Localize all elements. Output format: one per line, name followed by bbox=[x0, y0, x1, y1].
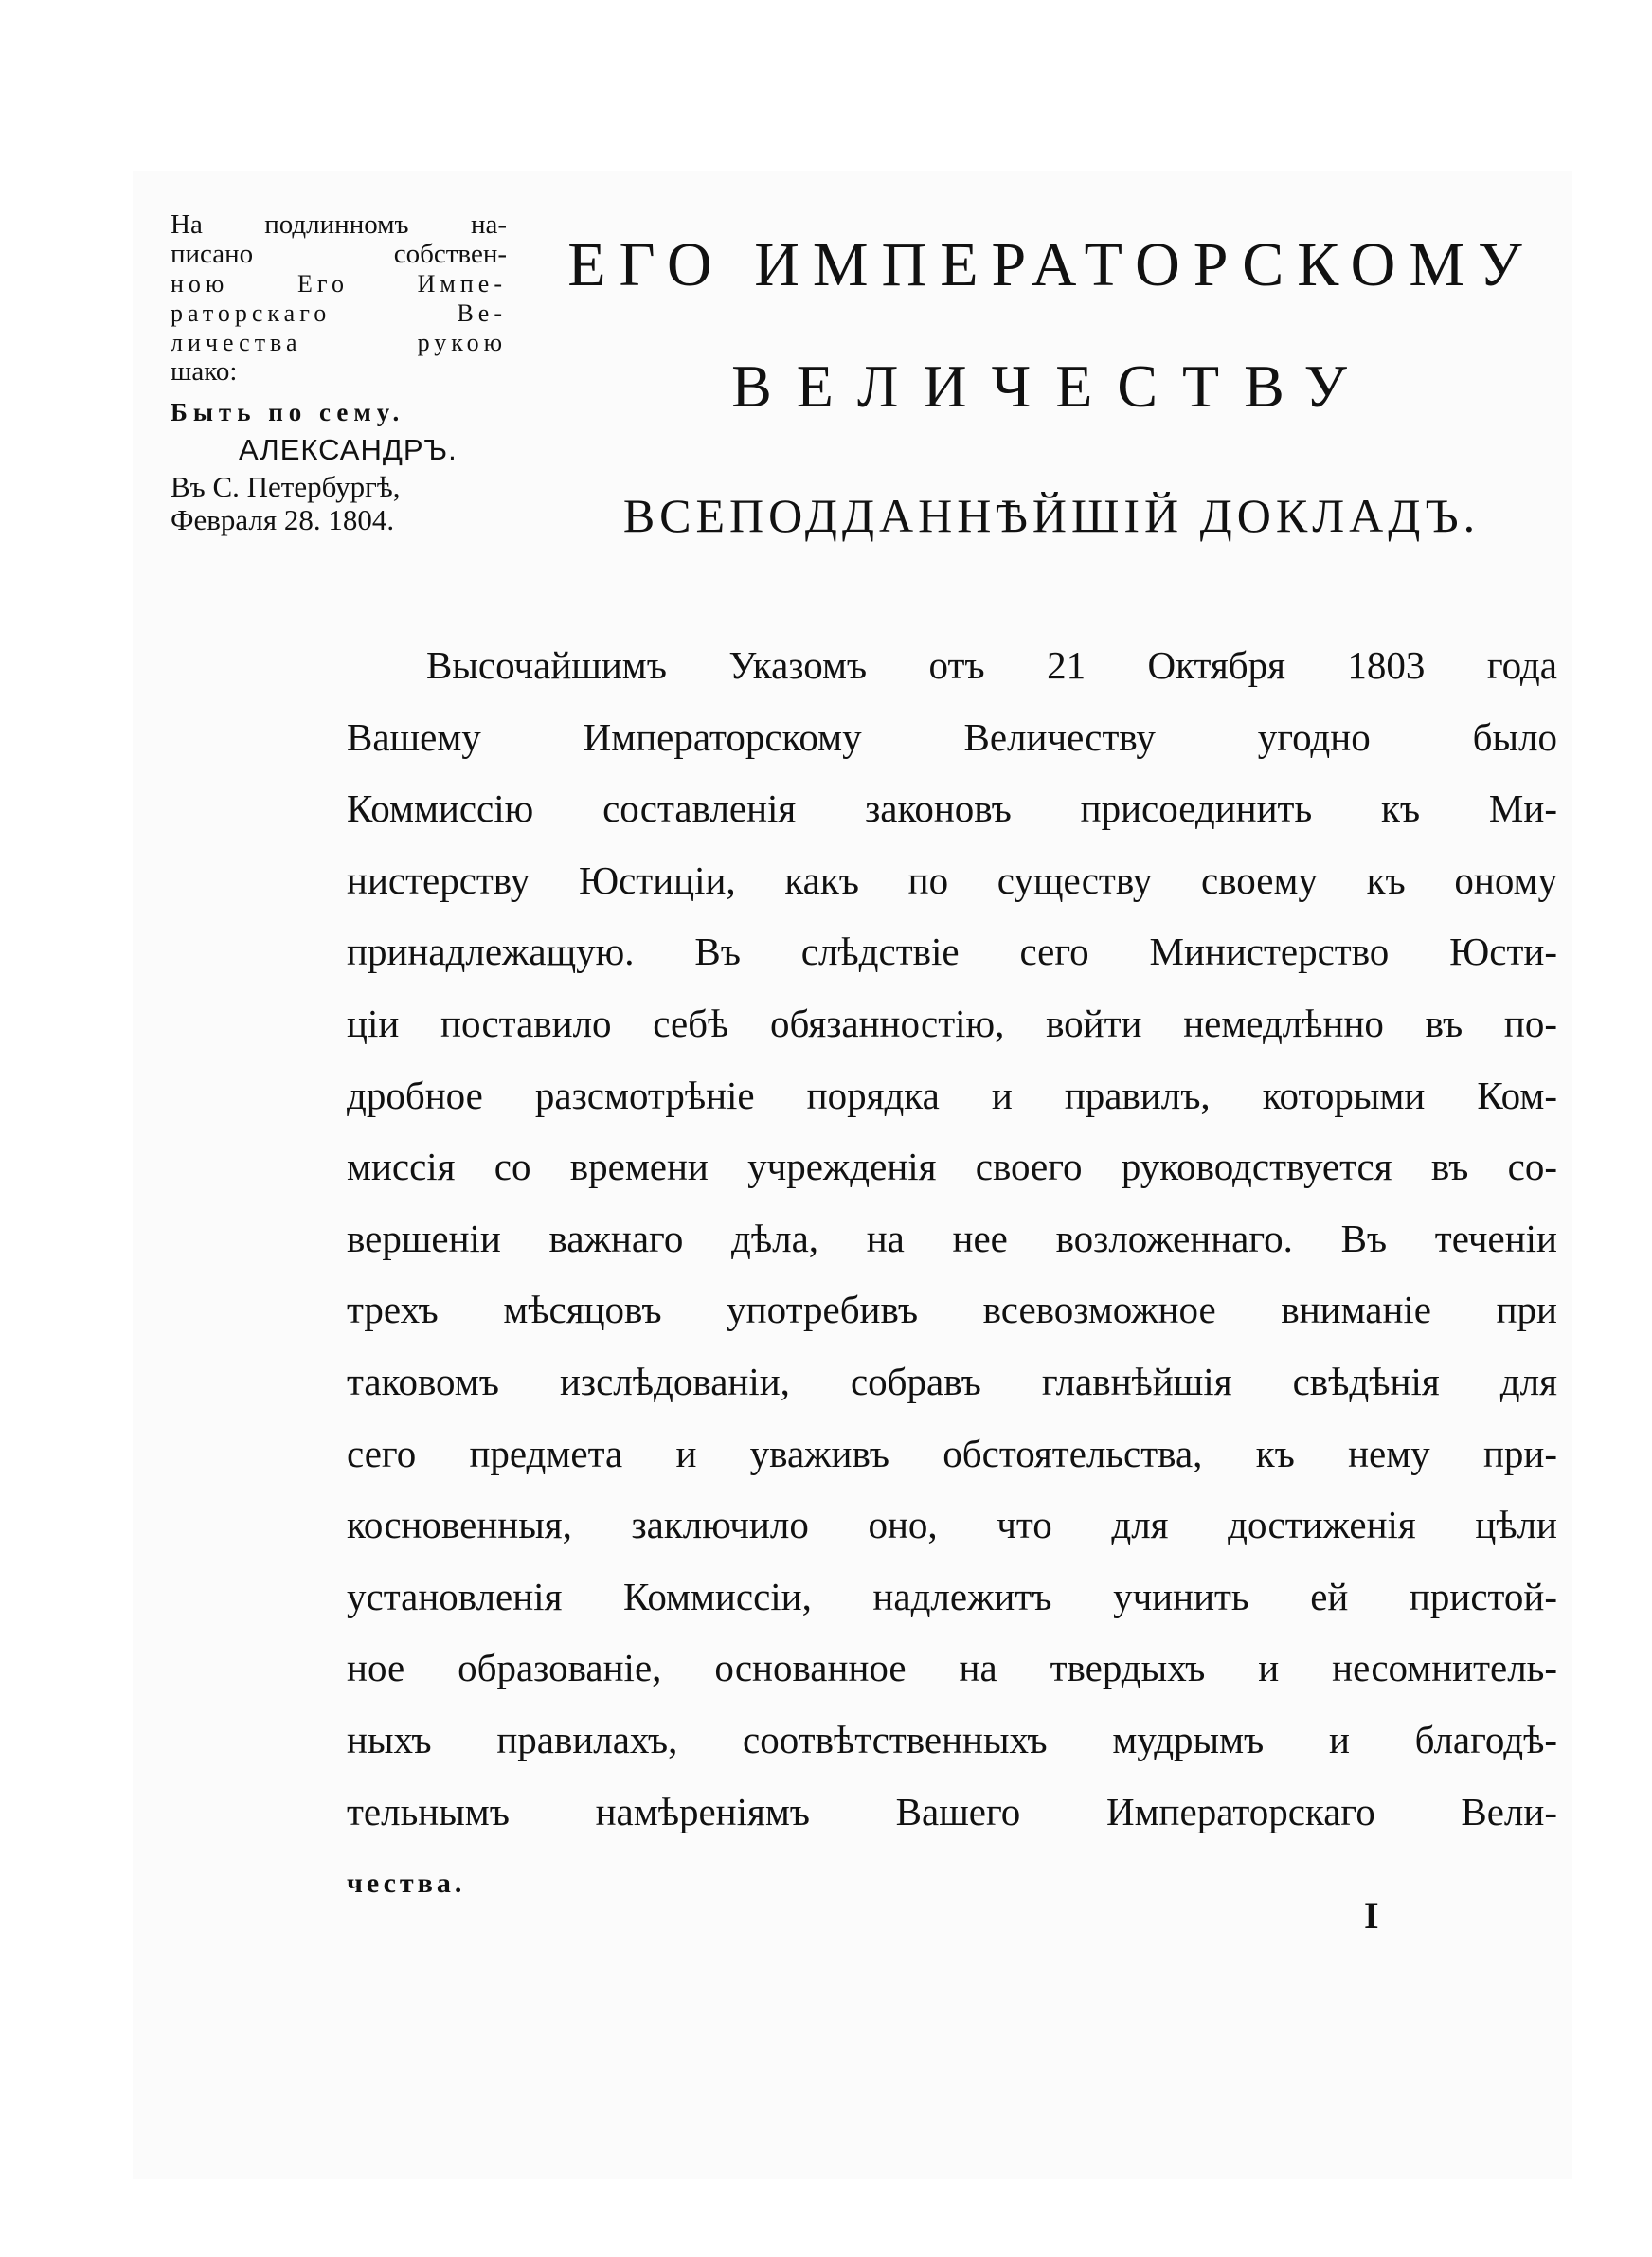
body-line: ныхъ правилахъ, соотвѣтственныхъ мудрымъ и благодѣ- bbox=[347, 1717, 1557, 1761]
body-line: Высочайшимъ Указомъ отъ 21 Октября 1803 года bbox=[426, 643, 1557, 687]
page-number: I bbox=[1364, 1894, 1379, 1937]
margin-note-line: На подлинномъ на- bbox=[171, 209, 507, 240]
body-line: Вашему Императорскому Величеству угодно было bbox=[347, 714, 1557, 759]
body-line: принадлежащую. Въ слѣдствіе сего Министерство Юсти- bbox=[347, 930, 1557, 974]
place: Въ С. Петербургѣ, bbox=[171, 470, 401, 503]
margin-note bbox=[171, 210, 507, 536]
body-line: ціи поставило себѣ обязанностію, войти немедлѣнно въ по- bbox=[347, 1001, 1557, 1045]
body-line: нистерству Юстиціи, какъ по существу своему къ оному bbox=[347, 858, 1557, 902]
body-line: таковомъ изслѣдованіи, собравъ главнѣйшія свѣдѣнія для bbox=[347, 1359, 1557, 1403]
body-line: косновенныя, заключило оно, что для достиженія цѣли bbox=[347, 1503, 1557, 1547]
body-line: ное образованіе, основанное на твердыхъ и несомнитель- bbox=[347, 1646, 1557, 1690]
signature: АЛЕКСАНДРЪ. bbox=[239, 433, 458, 466]
title-block bbox=[549, 227, 1553, 544]
approval-text: Быть по сему. bbox=[171, 398, 405, 426]
body-line: трехъ мѣсяцовъ употребивъ всевозможное вниманіе при bbox=[347, 1288, 1557, 1332]
title-line-1: ЕГО ИМПЕРАТОРСКОМУ bbox=[567, 230, 1535, 299]
body-text bbox=[347, 630, 1557, 1920]
body-line: вершеніи важнаго дѣла, на нее возложеннаго. Въ теченіи bbox=[347, 1216, 1557, 1260]
body-line: установленія Коммиссіи, надлежитъ учинить ей пристой- bbox=[347, 1574, 1557, 1618]
body-line: тельнымъ намѣреніямъ Вашего Императорскаго Вели- bbox=[347, 1789, 1557, 1833]
body-line: Коммиссію составленія законовъ присоединить къ Ми- bbox=[347, 786, 1557, 831]
title-line-2: ВЕЛИЧЕСТВУ bbox=[731, 352, 1372, 420]
margin-note-line: писано собствен- bbox=[171, 239, 507, 269]
body-line: миссія со времени учрежденія своего руководствуется въ со- bbox=[347, 1145, 1557, 1189]
margin-note-line: личества рукою bbox=[171, 329, 507, 356]
margin-note-line: шако: bbox=[171, 356, 238, 387]
date: Февраля 28. 1804. bbox=[171, 503, 395, 536]
margin-note-line: ною Его Импе- bbox=[171, 270, 507, 298]
body-line: сего предмета и уваживъ обстоятельства, къ нему при- bbox=[347, 1431, 1557, 1475]
margin-note-line: раторскаго Ве- bbox=[171, 299, 507, 327]
body-line: чества. bbox=[347, 1868, 466, 1900]
title-line-3: ВСЕПОДДАННѢЙШІЙ ДОКЛАДЪ. bbox=[622, 489, 1481, 542]
body-line: дробное разсмотрѣніе порядка и правилъ, которыми Ком- bbox=[347, 1073, 1557, 1117]
